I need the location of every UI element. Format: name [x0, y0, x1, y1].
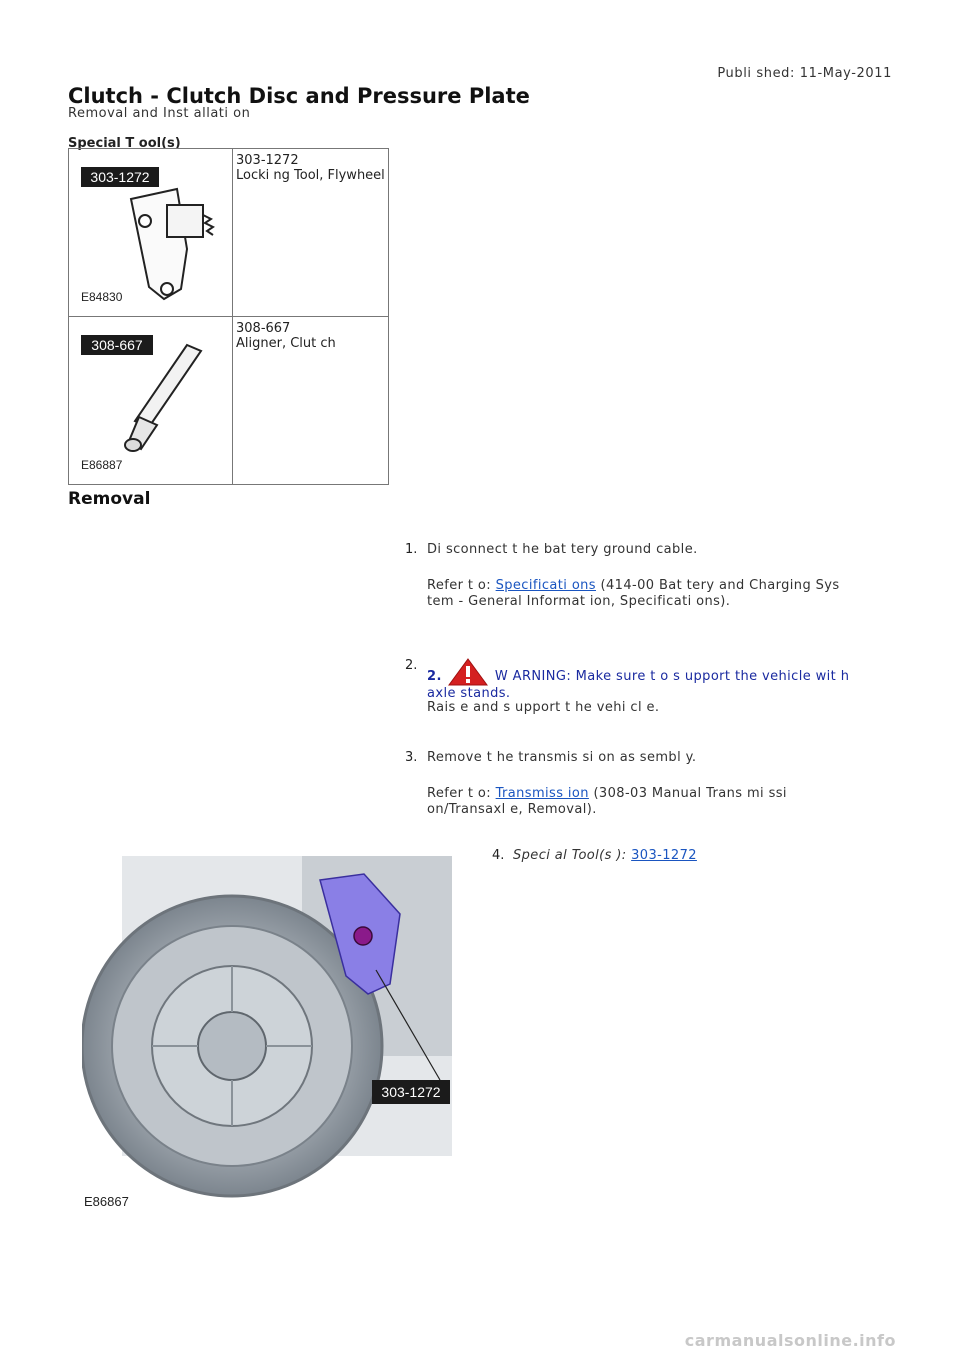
- step-number: 3.: [405, 750, 418, 765]
- tool-image-cell: [69, 317, 233, 485]
- specifications-link[interactable]: Specificati ons: [495, 578, 596, 593]
- figure-id: E86867: [84, 1194, 129, 1209]
- tool-name: Locki ng Tool, Flywheel: [236, 168, 385, 183]
- tool-name: Aligner, Clut ch: [236, 336, 336, 351]
- ref-suffix: (414-00 Bat tery and Charging Sys tem - General Informat ion, Specificati ons).: [427, 578, 840, 609]
- step-number: 4.: [492, 848, 505, 863]
- step-reference: [427, 786, 867, 818]
- figure-id: E86887: [81, 458, 123, 472]
- bolt-icon: [354, 927, 372, 945]
- warning-icon: [448, 658, 488, 686]
- aligner-icon: [69, 317, 232, 480]
- figure-id: E84830: [81, 290, 123, 304]
- special-tools-label: Special T ool(s): [68, 136, 181, 151]
- page-subtitle: Removal and Inst allati on: [68, 106, 251, 121]
- step-special-tools: [513, 848, 697, 864]
- special-tools-prefix: Speci al Tool(s ):: [513, 848, 632, 863]
- step-text: Rais e and s upport t he vehi cl e.: [427, 700, 660, 715]
- tool-image-label: 308-667: [91, 337, 143, 353]
- tool-image-label: 303-1272: [90, 169, 150, 185]
- step-reference: [427, 578, 867, 610]
- step-number: 1.: [405, 542, 418, 557]
- tool-code: 303-1272: [236, 153, 299, 168]
- step-text: Di sconnect t he bat tery ground cable.: [427, 542, 698, 557]
- tool-303-1272-link[interactable]: 303-1272: [631, 848, 697, 863]
- callout-label: 303-1272: [381, 1084, 441, 1100]
- published-date: Publi shed: 11-May-2011: [717, 66, 892, 81]
- footer-watermark: carmanualsonline.info: [684, 1331, 896, 1350]
- ref-prefix: Refer t o:: [427, 578, 496, 593]
- locking-tool-icon: [69, 149, 232, 312]
- tool-row: [69, 317, 389, 485]
- tool-code: 308-667: [236, 321, 291, 336]
- step-bold-number: 2.: [427, 669, 442, 684]
- step-warning: [427, 658, 867, 702]
- section-heading-removal: Removal: [68, 489, 151, 509]
- warning-text: W ARNING: Make sure t o s upport the vehicle wit h axle stands.: [427, 669, 850, 701]
- tool-description: [233, 317, 389, 485]
- special-tools-table: [68, 148, 389, 485]
- step-text: Remove t he transmis si on as sembl y.: [427, 750, 697, 765]
- ref-suffix: (308-03 Manual Trans mi ssi on/Transaxl e, Removal).: [427, 786, 787, 817]
- page-title: Clutch - Clutch Disc and Pressure Plate: [68, 84, 530, 108]
- step-number: 2.: [405, 658, 418, 673]
- tool-description: [233, 149, 389, 317]
- tool-image-cell: [69, 149, 233, 317]
- transmission-link[interactable]: Transmiss ion: [495, 786, 589, 801]
- tool-row: [69, 149, 389, 317]
- clutch-flywheel-illustration: [82, 856, 452, 1211]
- ref-prefix: Refer t o:: [427, 786, 496, 801]
